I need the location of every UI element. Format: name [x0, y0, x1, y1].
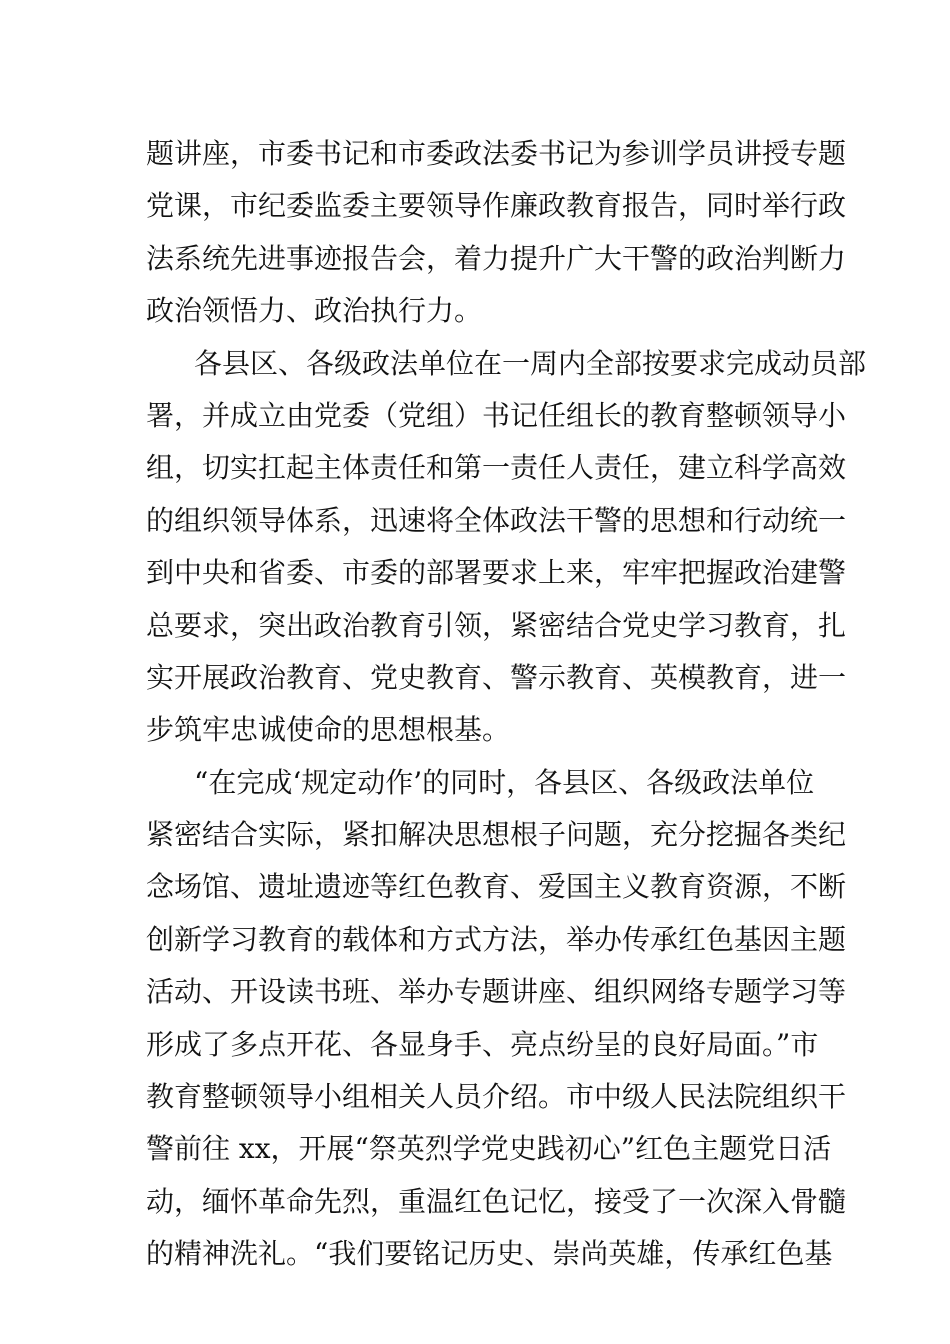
text-line: 党课，市纪委监委主要领导作廉政教育报告，同时举行政 — [146, 189, 847, 223]
text-line: 动，缅怀革命先烈，重温红色记忆，接受了一次深入骨髓 — [146, 1184, 847, 1218]
text-line: 到中央和省委、市委的部署要求上来，牢牢把握政治建警 — [146, 556, 847, 590]
text-line: 念场馆、遗址遗迹等红色教育、爱国主义教育资源，不断 — [146, 870, 847, 904]
document-body — [146, 128, 867, 1281]
text-line: 各县区、各级政法单位在一周内全部按要求完成动员部 — [194, 346, 867, 380]
text-line: 署，并成立由党委（党组）书记任组长的教育整顿领导小 — [146, 398, 847, 432]
text-line: 形成了多点开花、各显身手、亮点纷呈的良好局面。”市 — [146, 1027, 819, 1061]
text-line: 教育整顿领导小组相关人员介绍。市中级人民法院组织干 — [146, 1080, 847, 1114]
text-line: 的组织领导体系，迅速将全体政法干警的思想和行动统一 — [146, 503, 847, 537]
text-line: 题讲座，市委书记和市委政法委书记为参训学员讲授专题 — [146, 137, 847, 170]
text-line: 实开展政治教育、党史教育、警示教育、英模教育，进一 — [146, 660, 847, 694]
text-line: “在完成‘规定动作’的同时，各县区、各级政法单位 — [194, 765, 815, 799]
text-line: 的精神洗礼。“我们要铭记历史、崇尚英雄，传承红色基 — [146, 1237, 833, 1271]
text-line: 活动、开设读书班、举办专题讲座、组织网络专题学习等 — [146, 975, 847, 1009]
text-line: 步筑牢忠诚使命的思想根基。 — [146, 713, 511, 747]
text-line: 政治领悟力、政治执行力。 — [146, 294, 483, 328]
text-line: 总要求，突出政治教育引领，紧密结合党史学习教育，扎 — [146, 608, 847, 642]
text-line: 创新学习教育的载体和方式方法，举办传承红色基因主题 — [146, 922, 847, 956]
text-line: 法系统先进事迹报告会，着力提升广大干警的政治判断力 — [146, 241, 847, 275]
text-line: 紧密结合实际，紧扣解决思想根子问题，充分挖掘各类纪 — [146, 818, 847, 852]
text-line: 组，切实扛起主体责任和第一责任人责任，建立科学高效 — [146, 451, 847, 485]
text-line: 警前往 xx，开展“祭英烈学党史践初心”红色主题党日活 — [146, 1132, 832, 1166]
